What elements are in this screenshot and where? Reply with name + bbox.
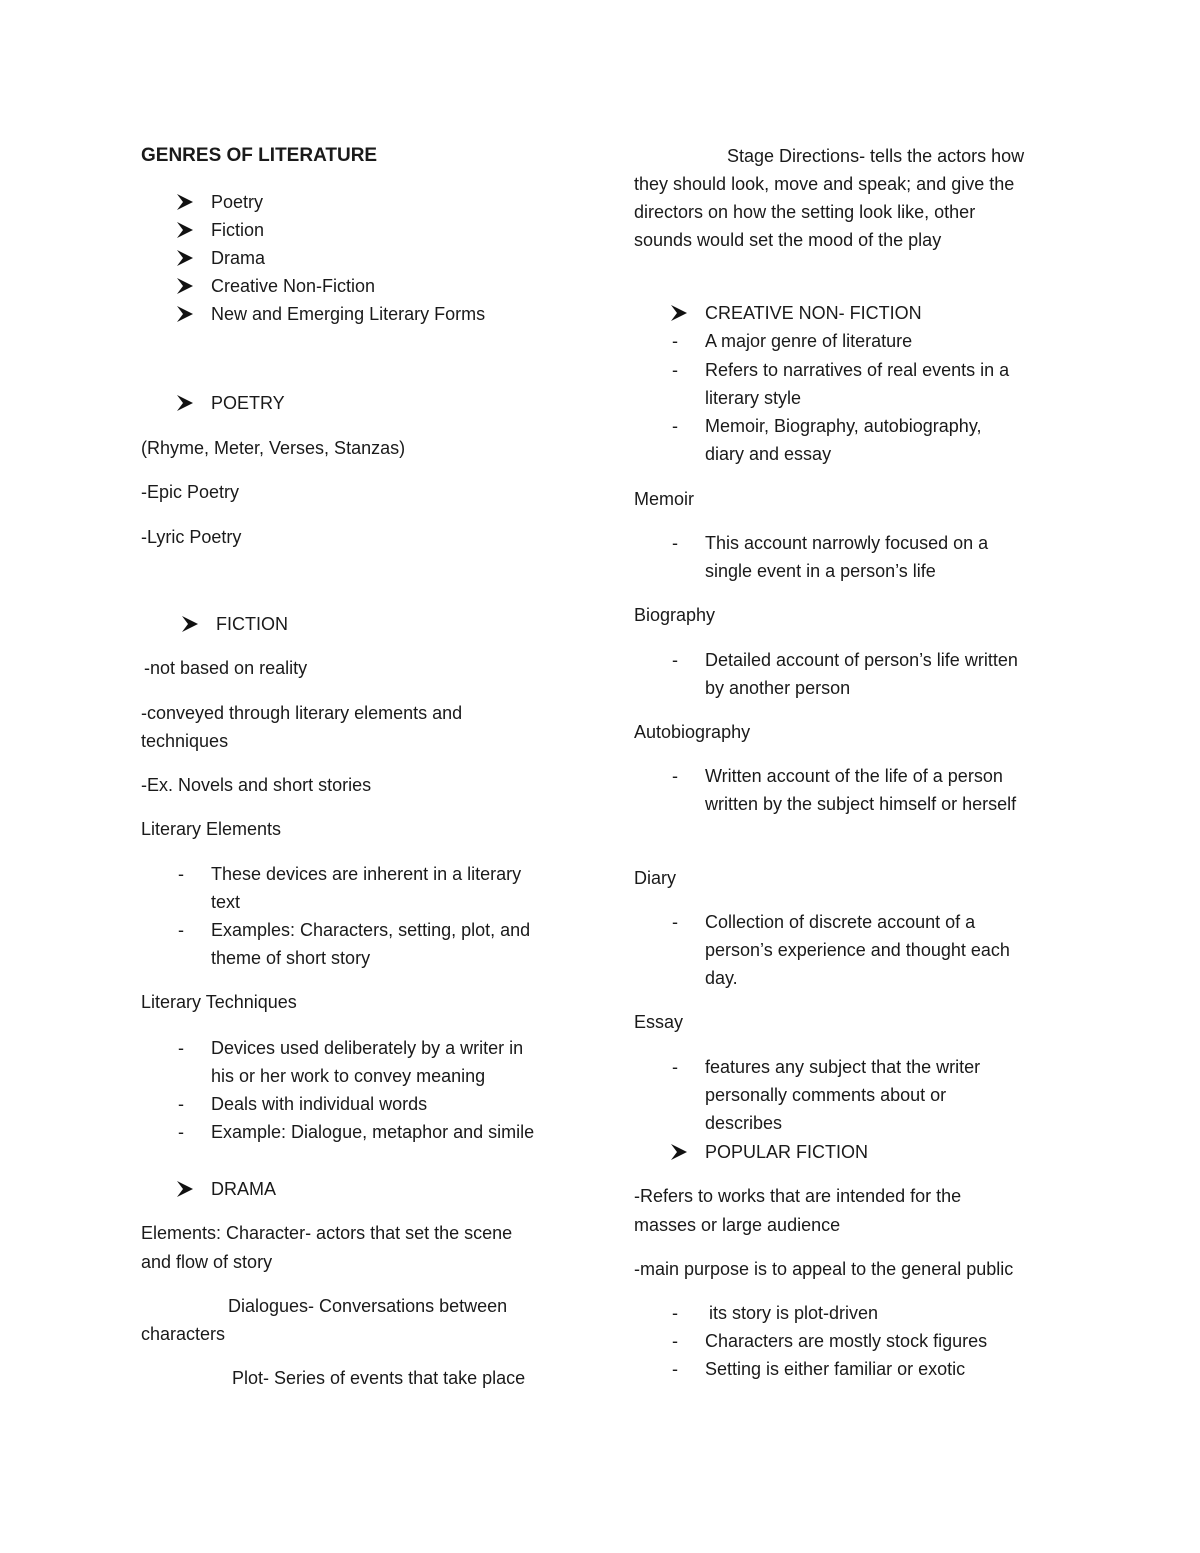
list-item: Setting is either familiar or exotic [705,1359,966,1379]
dash-bullet: - [178,920,184,940]
poetry-heading: POETRY [211,393,285,413]
dash-bullet: - [672,416,678,436]
popular-fiction-line: masses or large audience [634,1215,841,1235]
poetry-features: (Rhyme, Meter, Verses, Stanzas) [141,438,406,458]
drama-line: Dialogues- Conversations between [228,1296,508,1316]
dash-bullet: - [178,1038,184,1058]
list-item: day. [705,968,738,988]
arrow-bullet-icon [176,394,194,412]
lyric-poetry: -Lyric Poetry [141,527,242,547]
arrow-bullet-icon [176,1180,194,1198]
drama-line: and flow of story [141,1252,273,1272]
popular-fiction-line: -Refers to works that are intended for the [634,1186,962,1206]
autobiography-heading: Autobiography [634,722,751,742]
dash-bullet: - [672,766,678,786]
list-item: Collection of discrete account of a [705,912,976,932]
list-item: literary style [705,388,802,408]
list-item: Memoir, Biography, autobiography, [705,416,982,436]
dash-bullet: - [672,360,678,380]
dash-bullet: - [672,1359,678,1379]
document-title: GENRES OF LITERATURE [141,145,378,166]
arrow-bullet-icon [181,615,199,633]
arrow-bullet-icon [670,304,688,322]
list-item: his or her work to convey meaning [211,1066,486,1086]
epic-poetry: -Epic Poetry [141,482,240,502]
dash-bullet: - [178,1094,184,1114]
list-item: Deals with individual words [211,1094,428,1114]
list-item: A major genre of literature [705,331,913,351]
list-item: written by the subject himself or herself [705,794,1017,814]
literary-techniques-heading: Literary Techniques [141,992,297,1012]
drama-heading: DRAMA [211,1179,277,1199]
dash-bullet: - [672,1331,678,1351]
list-item: theme of short story [211,948,371,968]
list-item: personally comments about or [705,1085,947,1105]
fiction-line: -conveyed through literary elements and [141,703,463,723]
dash-bullet: - [672,1303,678,1323]
biography-heading: Biography [634,605,716,625]
fiction-line: -Ex. Novels and short stories [141,775,372,795]
list-item: Characters are mostly stock figures [705,1331,988,1351]
arrow-bullet-icon [176,249,194,267]
list-item: describes [705,1113,783,1133]
stage-directions-line: they should look, move and speak; and give the [634,174,1015,194]
list-item: This account narrowly focused on a [705,533,989,553]
drama-line: characters [141,1324,226,1344]
genre-item: Drama [211,248,266,268]
list-item: diary and essay [705,444,832,464]
list-item: Detailed account of person’s life written [705,650,1018,670]
list-item: features any subject that the writer [705,1057,981,1077]
dash-bullet: - [672,650,678,670]
arrow-bullet-icon [176,221,194,239]
fiction-line: techniques [141,731,229,751]
memoir-heading: Memoir [634,489,695,509]
arrow-bullet-icon [176,277,194,295]
list-item: single event in a person’s life [705,561,936,581]
dash-bullet: - [178,1122,184,1142]
arrow-bullet-icon [176,193,194,211]
stage-directions-line: sounds would set the mood of the play [634,230,942,250]
list-item: Devices used deliberately by a writer in [211,1038,524,1058]
dash-bullet: - [672,912,678,932]
fiction-heading: FICTION [216,614,288,634]
literary-elements-heading: Literary Elements [141,819,282,839]
list-item: Refers to narratives of real events in a [705,360,1010,380]
dash-bullet: - [672,331,678,351]
popular-fiction-heading: POPULAR FICTION [705,1142,869,1162]
list-item: Example: Dialogue, metaphor and simile [211,1122,535,1142]
list-item: its story is plot-driven [709,1303,879,1323]
drama-line: Plot- Series of events that take place [232,1368,526,1388]
fiction-line: -not based on reality [144,658,308,678]
creative-nonfiction-heading: CREATIVE NON- FICTION [705,303,922,323]
list-item: text [211,892,241,912]
essay-heading: Essay [634,1012,684,1032]
dash-bullet: - [672,533,678,553]
list-item: person’s experience and thought each [705,940,1010,960]
arrow-bullet-icon [670,1143,688,1161]
genre-item: Poetry [211,192,264,212]
dash-bullet: - [178,864,184,884]
stage-directions-line: Stage Directions- tells the actors how [727,146,1025,166]
arrow-bullet-icon [176,305,194,323]
list-item: Examples: Characters, setting, plot, and [211,920,531,940]
list-item: These devices are inherent in a literary [211,864,522,884]
dash-bullet: - [672,1057,678,1077]
drama-line: Elements: Character- actors that set the scene [141,1223,513,1243]
diary-heading: Diary [634,868,677,888]
genre-item: Fiction [211,220,265,240]
list-item: by another person [705,678,851,698]
list-item: Written account of the life of a person [705,766,1003,786]
stage-directions-line: directors on how the setting look like, other [634,202,976,222]
genre-item: New and Emerging Literary Forms [211,304,486,324]
genre-item: Creative Non-Fiction [211,276,376,296]
popular-fiction-line: -main purpose is to appeal to the general public [634,1259,1014,1279]
